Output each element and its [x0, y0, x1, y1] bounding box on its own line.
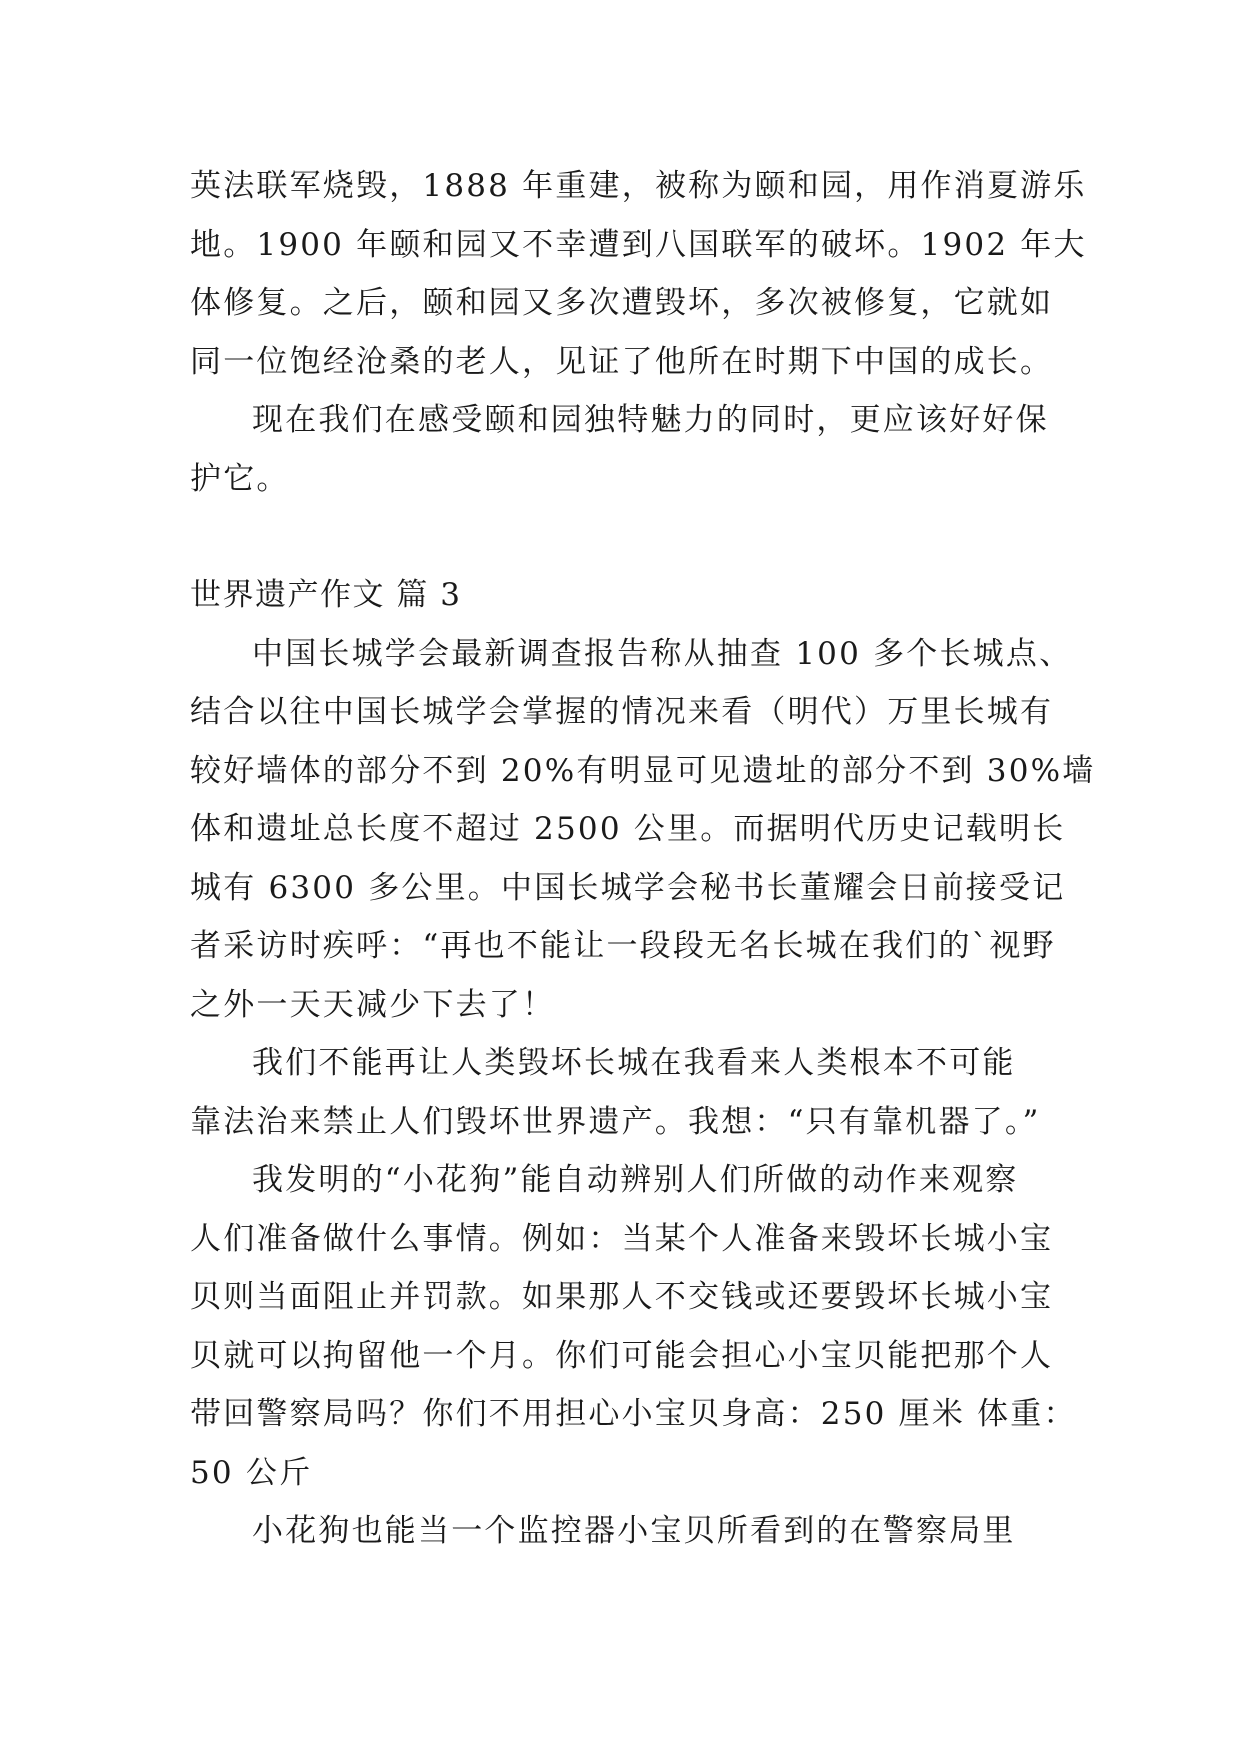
paragraph-line: 小花狗也能当一个监控器小宝贝所看到的在警察局里: [252, 1513, 1016, 1549]
paragraph-line: 现在我们在感受颐和园独特魅力的同时，更应该好好保: [252, 402, 1049, 438]
paragraph-line: 带回警察局吗？你们不用担心小宝贝身高：250 厘米 体重：: [190, 1396, 1077, 1432]
paragraph-line: 我发明的“小花狗”能自动辨别人们所做的动作来观察: [252, 1162, 1019, 1198]
paragraph-line: 体和遗址总长度不超过 2500 公里。而据明代历史记载明长: [190, 811, 1066, 847]
paragraph-line: 较好墙体的部分不到 20%有明显可见遗址的部分不到 30%墙: [190, 753, 1096, 789]
paragraph-line: 中国长城学会最新调查报告称从抽查 100 多个长城点、: [252, 636, 1073, 672]
paragraph-line: 靠法治来禁止人们毁坏世界遗产。我想：“只有靠机器了。”: [190, 1104, 1041, 1140]
paragraph-line: 人们准备做什么事情。例如：当某个人准备来毁坏长城小宝: [190, 1221, 1054, 1257]
paragraph-line: 贝则当面阻止并罚款。如果那人不交钱或还要毁坏长城小宝: [190, 1279, 1054, 1315]
paragraph-line: 贝就可以拘留他一个月。你们可能会担心小宝贝能把那个人: [190, 1338, 1054, 1374]
section-heading: 世界遗产作文 篇 3: [190, 577, 462, 613]
paragraph-line: 护它。: [190, 461, 290, 497]
paragraph-line: 我们不能再让人类毁坏长城在我看来人类根本不可能: [252, 1045, 1016, 1081]
paragraph-line: 者采访时疾呼：“再也不能让一段段无名长城在我们的`视野: [190, 928, 1056, 964]
paragraph-line: 结合以往中国长城学会掌握的情况来看（明代）万里长城有: [190, 694, 1054, 730]
paragraph-line: 体修复。之后，颐和园又多次遭毁坏，多次被修复，它就如: [190, 285, 1054, 321]
paragraph-line: 城有 6300 多公里。中国长城学会秘书长董耀会日前接受记: [190, 870, 1066, 906]
paragraph-line: 同一位饱经沧桑的老人，见证了他所在时期下中国的成长。: [190, 344, 1054, 380]
paragraph-line: 地。1900 年颐和园又不幸遭到八国联军的破坏。1902 年大: [190, 227, 1087, 263]
paragraph-line: 之外一天天减少下去了！: [190, 987, 556, 1023]
paragraph-line: 50 公斤: [190, 1455, 313, 1491]
paragraph-line: 英法联军烧毁，1888 年重建，被称为颐和园，用作消夏游乐: [190, 168, 1087, 204]
